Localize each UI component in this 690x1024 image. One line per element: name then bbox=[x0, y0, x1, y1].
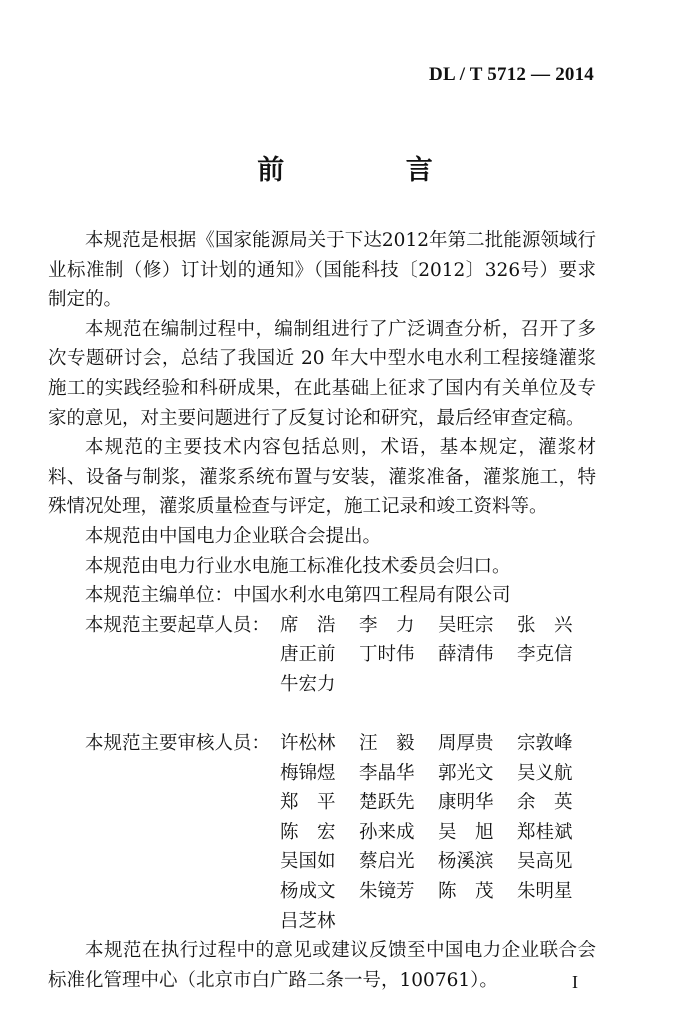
page-number: I bbox=[572, 972, 578, 992]
page-title: 前 言 bbox=[257, 155, 489, 186]
drafter-name: 丁时伟 bbox=[359, 644, 415, 666]
preface-body bbox=[48, 226, 596, 995]
reviewer-name: 李晶华 bbox=[359, 762, 415, 784]
reviewers-label: 本规范主要审核人员： bbox=[85, 733, 271, 755]
reviewer-name: 陈茂 bbox=[438, 881, 513, 903]
reviewer-name: 梅锦煜 bbox=[280, 762, 336, 784]
drafter-name: 李力 bbox=[359, 614, 434, 636]
reviewer-name: 楚跃先 bbox=[359, 792, 415, 814]
reviewer-name: 郭光文 bbox=[438, 762, 494, 784]
reviewer-name: 吕芝林 bbox=[280, 910, 336, 932]
reviewer-name: 孙来成 bbox=[359, 821, 415, 843]
reviewer-name: 吴旭 bbox=[438, 821, 513, 843]
drafters-names bbox=[280, 611, 596, 700]
drafter-name: 张兴 bbox=[517, 614, 592, 636]
reviewer-name: 杨溪滨 bbox=[438, 851, 494, 873]
paragraph-proposer: 本规范由中国电力企业联合会提出。 bbox=[85, 525, 382, 547]
drafter-name: 牛宏力 bbox=[280, 673, 336, 695]
drafter-name: 李克信 bbox=[517, 644, 573, 666]
drafters-block bbox=[48, 611, 596, 729]
reviewer-name: 杨成文 bbox=[280, 881, 336, 903]
drafter-name: 吴旺宗 bbox=[438, 614, 494, 636]
paragraph-administrator: 本规范由电力行业水电施工标准化技术委员会归口。 bbox=[85, 555, 511, 577]
reviewer-name: 吴义航 bbox=[517, 762, 573, 784]
reviewer-name: 朱镜芳 bbox=[359, 881, 415, 903]
drafters-label: 本规范主要起草人员： bbox=[85, 614, 271, 636]
reviewer-name: 周厚贵 bbox=[438, 733, 494, 755]
drafter-name: 薛清伟 bbox=[438, 644, 494, 666]
reviewer-name: 吴高见 bbox=[517, 851, 573, 873]
paragraph-process: 本规范在编制过程中，编制组进行了广泛调查分析，召开了多次专题研讨会，总结了我国近 20 年大中型水电水利工程接缝灌浆施工的实践经验和科研成果，在此基础上征求了国内有关单位及专家的意见，对主要问题进行了反复讨论和研究，最后经审查定稿。 bbox=[48, 318, 596, 429]
reviewer-name: 朱明星 bbox=[517, 881, 573, 903]
standard-number: DL / T 5712 — 2014 bbox=[429, 64, 594, 85]
paragraph-chief-editor: 本规范主编单位：中国水利水电第四工程局有限公司 bbox=[85, 585, 511, 607]
reviewer-name: 余英 bbox=[517, 792, 592, 814]
paragraph-content: 本规范的主要技术内容包括总则，术语，基本规定，灌浆材料、设备与制浆，灌浆系统布置与安装，灌浆准备，灌浆施工，特殊情况处理，灌浆质量检查与评定，施工记录和竣工资料等。 bbox=[48, 437, 596, 518]
reviewer-name: 吴国如 bbox=[280, 851, 336, 873]
paragraph-origin: 本规范是根据《国家能源局关于下达2012年第二批能源领域行业标准制（修）订计划的通知》（国能科技〔2012〕326号）要求制定的。 bbox=[48, 230, 596, 311]
reviewer-name: 郑平 bbox=[280, 792, 355, 814]
drafter-name: 唐正前 bbox=[280, 644, 336, 666]
reviewers-names bbox=[280, 729, 596, 936]
reviewer-name: 蔡启光 bbox=[359, 851, 415, 873]
reviewer-name: 汪毅 bbox=[359, 733, 434, 755]
drafter-name: 席浩 bbox=[280, 614, 355, 636]
reviewer-name: 陈宏 bbox=[280, 821, 355, 843]
reviewer-name: 康明华 bbox=[438, 792, 494, 814]
reviewer-name: 郑桂斌 bbox=[517, 821, 573, 843]
reviewer-name: 许松林 bbox=[280, 733, 336, 755]
reviewer-name: 宗敦峰 bbox=[517, 733, 573, 755]
reviewers-block bbox=[48, 729, 596, 936]
paragraph-feedback: 本规范在执行过程中的意见或建议反馈至中国电力企业联合会标准化管理中心（北京市白广路二条一号，100761）。 bbox=[48, 940, 596, 991]
